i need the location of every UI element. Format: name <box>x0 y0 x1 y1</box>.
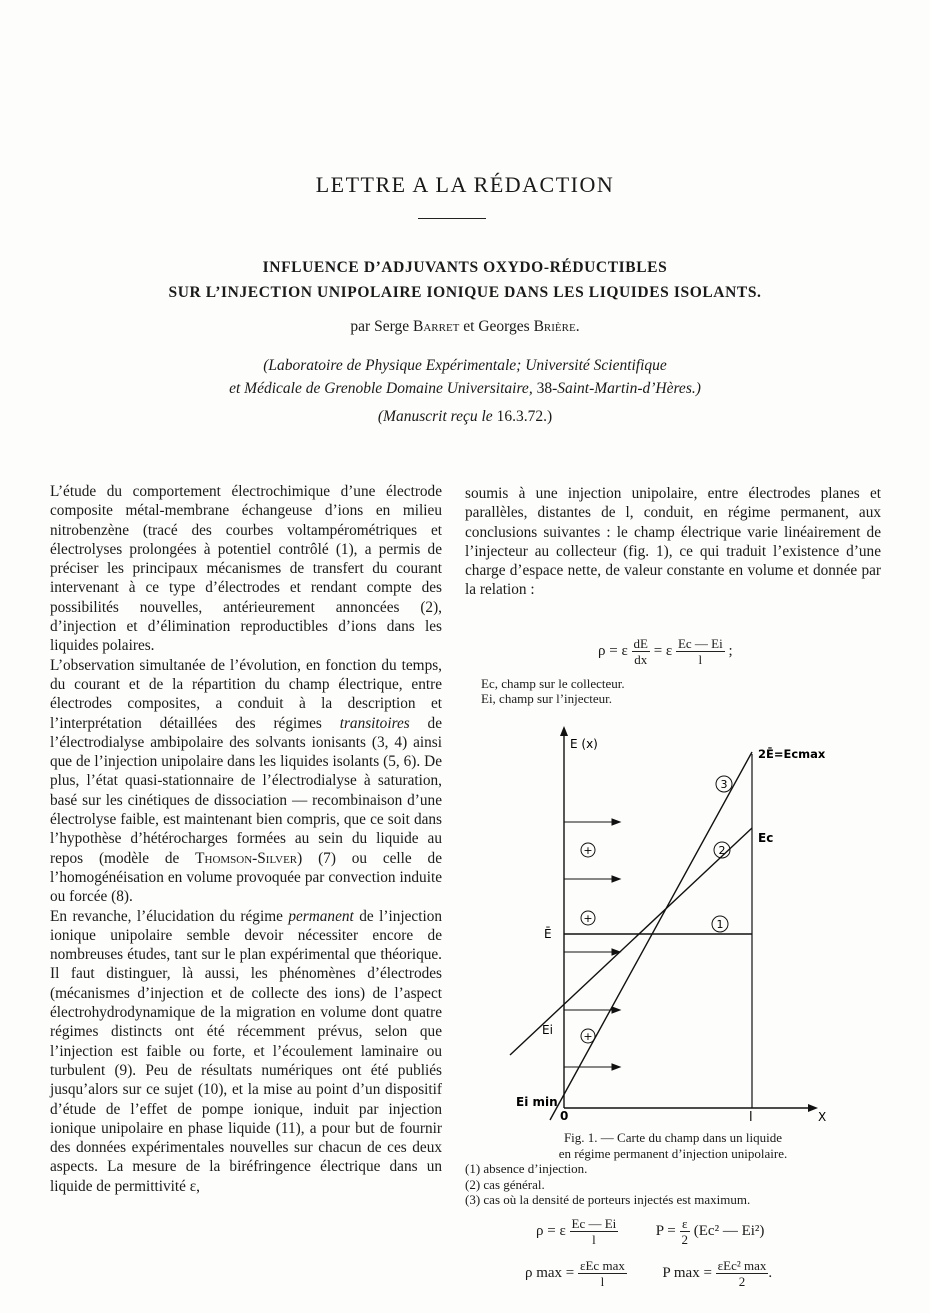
formula3-lhs: ρ max = <box>525 1264 579 1281</box>
formula1-num-2: Ec — Ei <box>677 636 723 651</box>
affiliation-line-2 <box>0 380 930 398</box>
formula3-p-fraction <box>716 1258 769 1289</box>
formula3-end: . <box>768 1264 773 1281</box>
plus-charge-icon <box>581 1029 595 1043</box>
heading-divider <box>418 218 486 219</box>
received-date <box>0 408 930 426</box>
authors-prefix: par Serge <box>350 318 413 335</box>
paragraph-3-text-a: En revanche, l’élucidation du régime <box>50 907 289 925</box>
definition-collector: Ec, champ sur le collecteur. <box>481 676 625 691</box>
author-2-surname: Brière <box>533 318 576 335</box>
caption-item-3: (3) cas où la densité de porteurs injectés est maximum. <box>465 1192 751 1207</box>
caption-line-1: Fig. 1. — Carte du champ dans un liquide <box>563 1130 783 1145</box>
article-title-line-1: INFLUENCE D’ADJUVANTS OXYDO-RÉDUCTIBLES <box>262 259 668 276</box>
affiliation-part-c: Saint-Martin-d’Hères.) <box>557 380 701 397</box>
paragraph-2-emphasis: transitoires <box>339 714 410 732</box>
affiliation-part-a: et Médicale de Grenoble Domaine Universitaire, <box>229 380 537 397</box>
circle-3-label: 3 <box>720 778 728 791</box>
formula3-den: l <box>600 1274 605 1289</box>
formula2-p-den: 2 <box>681 1232 689 1247</box>
circle-2-label: 2 <box>718 844 726 857</box>
paragraph-3-text-b: de l’injection ionique unipolaire semble devoir nécessiter encore de nombreuses études, tant sur le plan expérimental que théorique. Il faut distinguer, là aussi, les phénomènes d’électrodes (mécanismes d’injection et de collecte des ions) de l’aspect électrohydrodynamique de la migration en volume dont quatre régimes distincts ont été récemment prévus, selon que l’injection est faible ou forte, et l’écoulement laminaire ou turbulent (9). Peu de résultats numériques ont été publiés jusqu’alors sur ce sujet (10), et la mise au point d’un dispositif d’étude de l’effet de pompe ionique, induit par injection ionique unipolaire en phase liquide (11), a pour but de fournir des données expérimentales nouvelles sur chacun de ces deux aspects. La mesure de la biréfringence électrique dans un liquide de permittivité ε, <box>50 907 442 1195</box>
formula2-den: l <box>592 1232 596 1247</box>
authors-end: . <box>575 318 580 335</box>
formula3-fraction <box>578 1258 627 1289</box>
formula1-num-1: dE <box>633 636 648 651</box>
section-heading: LETTRE A LA RÉDACTION <box>315 172 615 197</box>
received-label: (Manuscrit reçu le <box>377 408 497 425</box>
x-axis-label: X <box>818 1110 827 1124</box>
figure-caption <box>465 1130 881 1208</box>
formula2-p-lhs: P = <box>655 1222 680 1239</box>
charge-density-formula <box>598 636 733 667</box>
right-column <box>465 484 881 600</box>
author-line <box>0 318 930 336</box>
field-definitions <box>481 676 881 706</box>
plus-label-1: + <box>583 844 593 857</box>
paragraph-1: L’étude du comportement électrochimique d’une électrode composite métal-membrane échangeuse d’ions en milieu nitrobenzène (tracé des courbes voltampérométriques et électrolyses prolongées à potentiel contrôlé (1), a permis de préciser les principaux mécanismes de transfert du courant intervenant à ce type d’électrodes et rendant compte des possibilités nouvelles, antérieurement annoncées (2), d’injection et d’élimination reproductibles d’ions dans les liquides polaires. <box>50 483 442 655</box>
ebar-label: Ē <box>544 927 552 941</box>
caption-line-2: en régime permanent d’injection unipolaire. <box>558 1145 788 1161</box>
line-3-max-injection <box>550 752 752 1120</box>
plus-charge-icon <box>581 911 595 925</box>
formula2-p-num: ε <box>680 1216 691 1232</box>
y-axis-label: E (x) <box>570 737 598 751</box>
formula1-lhs: ρ = ε <box>598 642 628 659</box>
origin-label: 0 <box>560 1109 569 1123</box>
ec-label: Ec <box>758 831 774 845</box>
affiliation-line-1: (Laboratoire de Physique Expérimentale; Université Scientifique <box>263 357 667 374</box>
paragraph-2-text-b: de l’électrodialyse ambipolaire des solvants ionisants (3, 4) ainsi que de l’injection unipolaire dans les liquides isolants (5, 6). De plus, l’état quasi-stationnaire de l’électrodialyse à saturation, basé sur les cinétiques de dissociation — recombinaison d’une électrolyse faible, est maintenant bien compris, que ce soit dans l’hypothèse d’hétérocharges formées au sein du liquide au repos (modèle de <box>50 714 442 867</box>
formula2-lhs: ρ = ε <box>536 1222 566 1239</box>
caption-item-2: (2) cas général. <box>465 1176 545 1192</box>
definition-injector: Ei, champ sur l’injecteur. <box>481 691 613 706</box>
formula2-fraction <box>570 1216 619 1247</box>
received-value: 16.3.72.) <box>496 408 553 425</box>
charge-pressure-formula <box>536 1216 764 1247</box>
formula2-p-rest: (Ec² — Ei²) <box>690 1222 765 1239</box>
curve-number-3 <box>716 776 732 792</box>
paragraph-3 <box>50 907 442 1196</box>
line-2-general-case <box>510 828 752 1055</box>
plus-label-3: + <box>583 1030 593 1043</box>
ei-label: Ei <box>542 1023 553 1037</box>
max-formula <box>525 1258 772 1289</box>
formula1-den-1: dx <box>634 652 648 667</box>
author-1-surname: Barret <box>412 318 460 335</box>
plus-charge-icon <box>581 843 595 857</box>
formula3-p-den: 2 <box>738 1274 746 1289</box>
paragraph-2-text-a: L’observation simultanée de l’évolution, en fonction du temps, du courant et de la répartition du champ électrique, entre électrodes composites, a conduit à la description et l’interprétation détaillées des régimes <box>50 656 442 732</box>
formula1-den-2: l <box>698 652 703 667</box>
paragraph-2-text-c: ) (7) ou celle de l’homogénéisation en volume provoquée par convection induite ou forcée (8). <box>50 849 442 906</box>
plus-label-2: + <box>583 912 593 925</box>
formula1-fraction-2 <box>676 636 725 667</box>
y-axis-arrow-icon <box>560 726 568 736</box>
left-column <box>50 482 442 1196</box>
formula1-end: ; <box>724 642 733 659</box>
paragraph-2-model-name: Thomson-Silver <box>195 849 298 867</box>
formula2-num: Ec — Ei <box>571 1216 617 1231</box>
l-label: l <box>749 1110 753 1125</box>
formula3-p-lhs: P max = <box>662 1264 716 1281</box>
formula1-fraction-1 <box>632 636 650 667</box>
field-map-figure <box>500 724 860 1128</box>
ei-min-label: Ei min <box>516 1095 558 1109</box>
article-title-line-2: SUR L’INJECTION UNIPOLAIRE IONIQUE DANS LES LIQUIDES ISOLANTS. <box>168 284 762 301</box>
ec-max-label: 2Ē=Ecmax <box>758 747 826 761</box>
x-axis-arrow-icon <box>808 1104 818 1112</box>
authors-mid: et Georges <box>459 318 534 335</box>
paragraph-3-emphasis: permanent <box>288 907 354 925</box>
caption-item-1: (1) absence d’injection. <box>465 1161 588 1176</box>
formula3-num: εEc max <box>580 1258 625 1273</box>
formula1-equals: = ε <box>649 642 676 659</box>
formula3-p-num: εEc² max <box>717 1258 767 1273</box>
curve-number-1 <box>712 916 728 932</box>
paragraph-2 <box>50 656 442 907</box>
paragraph-right-1: soumis à une injection unipolaire, entre électrodes planes et parallèles, distantes de l, conduit, en régime permanent, aux conclusions suivantes : le champ électrique varie linéairement de l’injecteur au collecteur (fig. 1), ce qui traduit l’existence d’une charge d’espace nette, de valeur constante en volume et donnée par la relation : <box>465 485 881 599</box>
circle-1-label: 1 <box>716 918 724 931</box>
affiliation-postcode: 38- <box>536 380 558 397</box>
formula2-p-fraction <box>680 1216 691 1247</box>
